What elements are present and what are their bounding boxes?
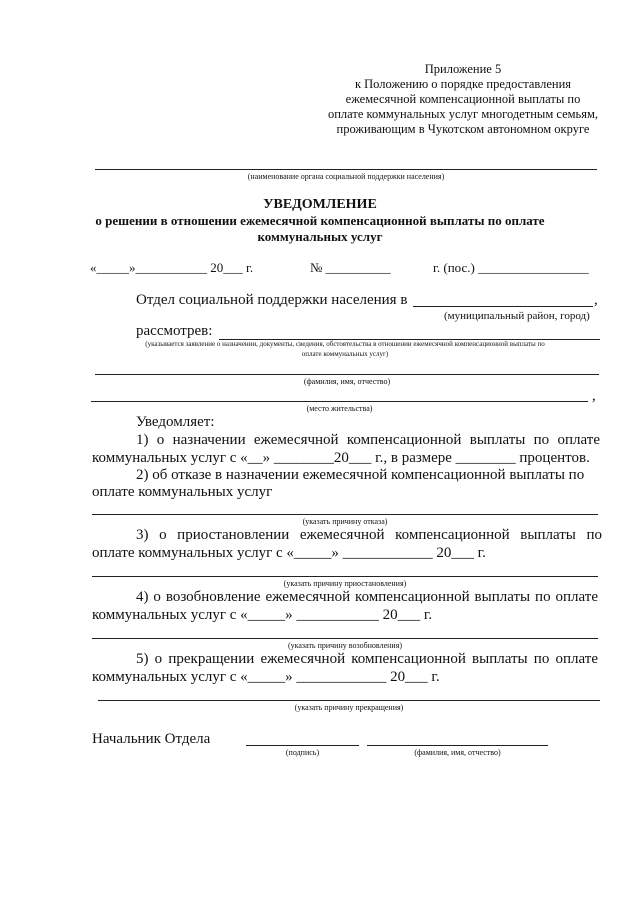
item3-line1: 3) о приостановлении ежемесячной компенсационной выплаты по <box>136 527 602 543</box>
item5-reason-line <box>98 700 600 701</box>
signature-head-label: Начальник Отдела <box>92 731 211 747</box>
place-field: г. (пос.) _________________ <box>433 260 589 275</box>
item2-reason-line <box>92 514 598 515</box>
signature-name-caption: (фамилия, имя, отчество) <box>414 748 501 757</box>
item5-caption: (указать причину прекращения) <box>294 703 404 712</box>
item3-line2: оплате коммунальных услуг с «_____» ____________ 20___ г. <box>92 545 486 561</box>
date-field: «_____»___________ 20___ г. <box>90 260 254 275</box>
item2-line2: оплате коммунальных услуг <box>92 484 273 500</box>
annex-block <box>318 62 608 137</box>
item2-caption: (указать причину отказа) <box>302 517 388 526</box>
item5-line1: 5) о прекращении ежемесячной компенсационной выплаты по оплате <box>136 651 598 667</box>
document-subtitle-1: о решении в отношении ежемесячной компенсационной выплаты по оплате <box>95 213 545 228</box>
item4-reason-line <box>92 638 598 639</box>
signature-name-line <box>367 745 548 746</box>
residence-line <box>91 401 588 402</box>
annex-line-3: ежемесячной компенсационной выплаты по <box>345 92 581 106</box>
document-subtitle-2: коммунальных услуг <box>257 229 383 244</box>
item1-line1: 1) о назначении ежемесячной компенсационной выплаты по оплате <box>136 432 600 448</box>
annex-line-5: проживающим в Чукотском автономном округе <box>336 122 590 136</box>
org-name-line <box>95 169 597 170</box>
considered-caption-1: (указывается заявление о назначении, документы, сведения, обстоятельства в отношении ежемесячной компенсационной выплаты по <box>145 340 545 348</box>
annex-line-2: к Положению о порядке предоставления <box>354 77 572 91</box>
item3-reason-line <box>92 576 598 577</box>
district-comma: , <box>594 292 598 308</box>
item1-line2: коммунальных услуг с «__» ________20___ г., в размере ________ процентов. <box>92 450 590 466</box>
document-title: УВЕДОМЛЕНИЕ <box>263 197 377 212</box>
annex-line-4: оплате коммунальных услуг многодетным семьям, <box>327 107 599 121</box>
org-caption: (наименование органа социальной поддержки населения) <box>247 172 445 181</box>
residence-caption: (место жительства) <box>306 404 373 413</box>
signature-caption: (подпись) <box>285 748 320 757</box>
considered-label: рассмотрев: <box>136 323 213 339</box>
considered-caption-2: оплате коммунальных услуг) <box>301 350 389 358</box>
district-line <box>413 306 593 307</box>
signature-line <box>246 745 359 746</box>
fio-line <box>95 374 599 375</box>
annex-line-1: Приложение 5 <box>424 62 502 76</box>
item4-caption: (указать причину возобновления) <box>287 641 403 650</box>
dept-prefix: Отдел социальной поддержки населения в <box>136 292 408 308</box>
item4-line1: 4) о возобновление ежемесячной компенсационной выплаты по оплате <box>136 589 598 605</box>
district-caption: (муниципальный район, город) <box>444 310 590 322</box>
fio-caption: (фамилия, имя, отчество) <box>303 377 391 386</box>
item3-caption: (указать причину приостановления) <box>283 579 407 588</box>
item5-line2: коммунальных услуг с «_____» ____________ 20___ г. <box>92 669 440 685</box>
residence-comma: , <box>592 388 596 404</box>
notifies-label: Уведомляет: <box>136 414 215 430</box>
item2-line1: 2) об отказе в назначении ежемесячной компенсационной выплаты по <box>136 467 585 483</box>
number-field: № __________ <box>310 260 391 275</box>
item4-line2: коммунальных услуг с «_____» ___________ 20___ г. <box>92 607 433 623</box>
